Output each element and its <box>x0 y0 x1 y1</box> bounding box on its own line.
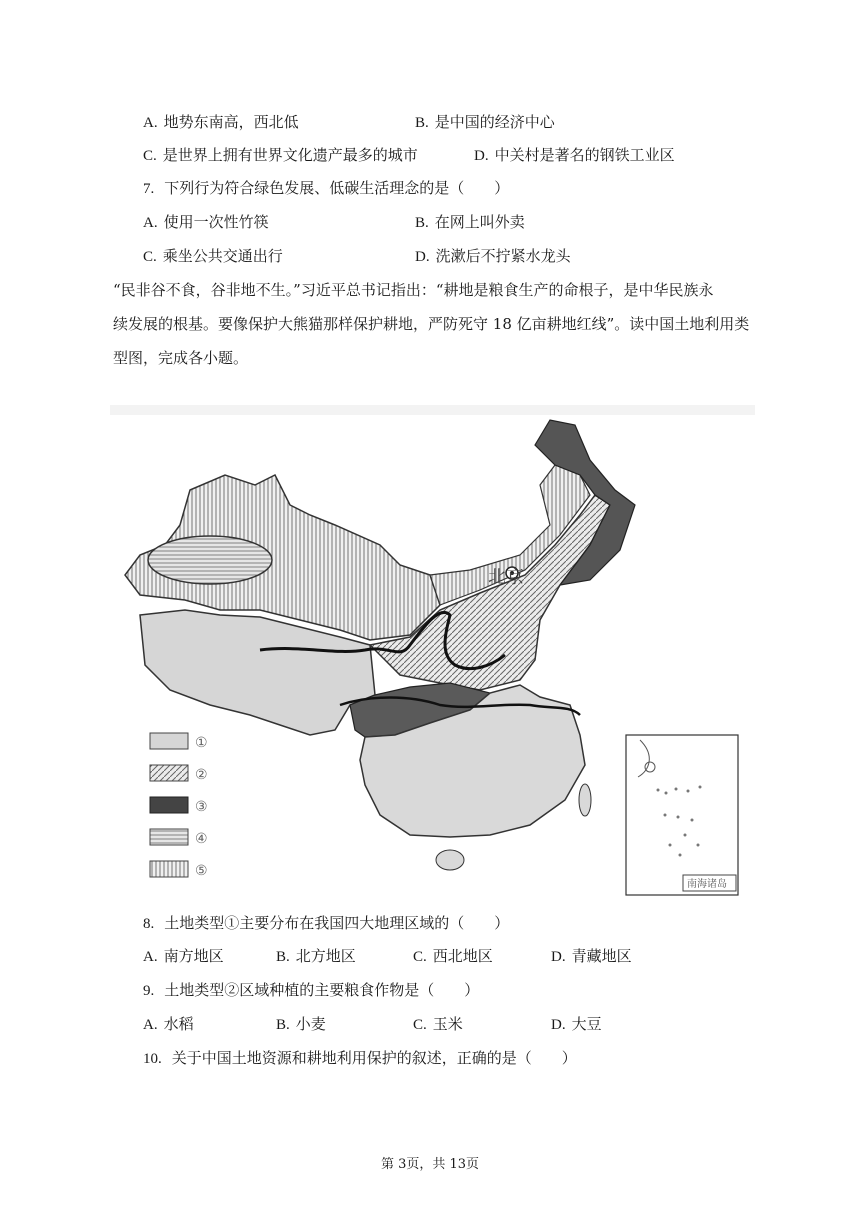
q10-stem: 10. 关于中国土地资源和耕地利用保护的叙述，正确的是（ ） <box>143 1049 577 1067</box>
region-type-4-basin <box>148 536 272 584</box>
legend-label-5: ⑤ <box>195 863 208 879</box>
reading-passage <box>113 273 753 375</box>
page-footer: 第 3页，共 13页 <box>380 1157 480 1172</box>
beijing-label: 北京 <box>488 567 524 588</box>
map-legend <box>150 733 208 879</box>
q8-stem: 8. 土地类型①主要分布在我国四大地理区域的（ ） <box>143 914 510 932</box>
q9-option-c: C. 玉米 <box>413 1015 463 1033</box>
legend-swatch-3 <box>150 797 188 813</box>
q9-option-d: D. 大豆 <box>551 1015 602 1033</box>
q9-stem: 9. 土地类型②区域种植的主要粮食作物是（ ） <box>143 981 480 999</box>
legend-label-4: ④ <box>195 831 208 847</box>
q6-option-c: C. 是世界上拥有世界文化遗产最多的城市 <box>143 146 418 164</box>
taiwan-island <box>579 784 591 816</box>
q7-option-b: B. 在网上叫外卖 <box>415 213 525 231</box>
q7-option-d: D. 洗漱后不拧紧水龙头 <box>415 247 571 265</box>
q8-option-a: A. 南方地区 <box>143 947 224 965</box>
legend-label-2: ② <box>195 767 208 783</box>
legend-label-1: ① <box>195 735 208 751</box>
legend-swatch-2 <box>150 765 188 781</box>
q9-option-b: B. 小麦 <box>276 1015 326 1033</box>
inset-label: 南海诸岛 <box>687 879 727 890</box>
q7-option-c: C. 乘坐公共交通出行 <box>143 247 283 265</box>
passage-line-1: “民非谷不食，谷非地不生。”习近平总书记指出：“耕地是粮食生产的命根子，是中华民族永 <box>113 281 714 299</box>
china-land-use-map <box>110 405 755 900</box>
q7-option-a: A. 使用一次性竹筷 <box>143 213 269 231</box>
inset-frame <box>626 735 738 895</box>
q9-option-a: A. 水稻 <box>143 1015 194 1033</box>
map-figure <box>110 405 755 900</box>
legend-swatch-4 <box>150 829 188 845</box>
q8-option-d: D. 青藏地区 <box>551 947 632 965</box>
hainan-island <box>436 850 464 870</box>
q7-stem: 7. 下列行为符合绿色发展、低碳生活理念的是（ ） <box>143 179 510 197</box>
legend-label-3: ③ <box>195 799 208 815</box>
q6-option-d: D. 中关村是著名的钢铁工业区 <box>474 146 675 164</box>
legend-swatch-1 <box>150 733 188 749</box>
passage-line-2: 续发展的根基。要像保护大熊猫那样保护耕地，严防死守 18 亿亩耕地红线”。读中国土地利用类 <box>113 315 750 333</box>
q8-option-b: B. 北方地区 <box>276 947 356 965</box>
q6-option-b: B. 是中国的经济中心 <box>415 113 555 131</box>
legend-swatch-5 <box>150 861 188 877</box>
q8-option-c: C. 西北地区 <box>413 947 493 965</box>
passage-line-3: 型图，完成各小题。 <box>113 349 249 367</box>
south-china-sea-inset <box>626 735 738 895</box>
q6-option-a: A. 地势东南高，西北低 <box>143 113 299 131</box>
scan-edge <box>110 405 755 415</box>
